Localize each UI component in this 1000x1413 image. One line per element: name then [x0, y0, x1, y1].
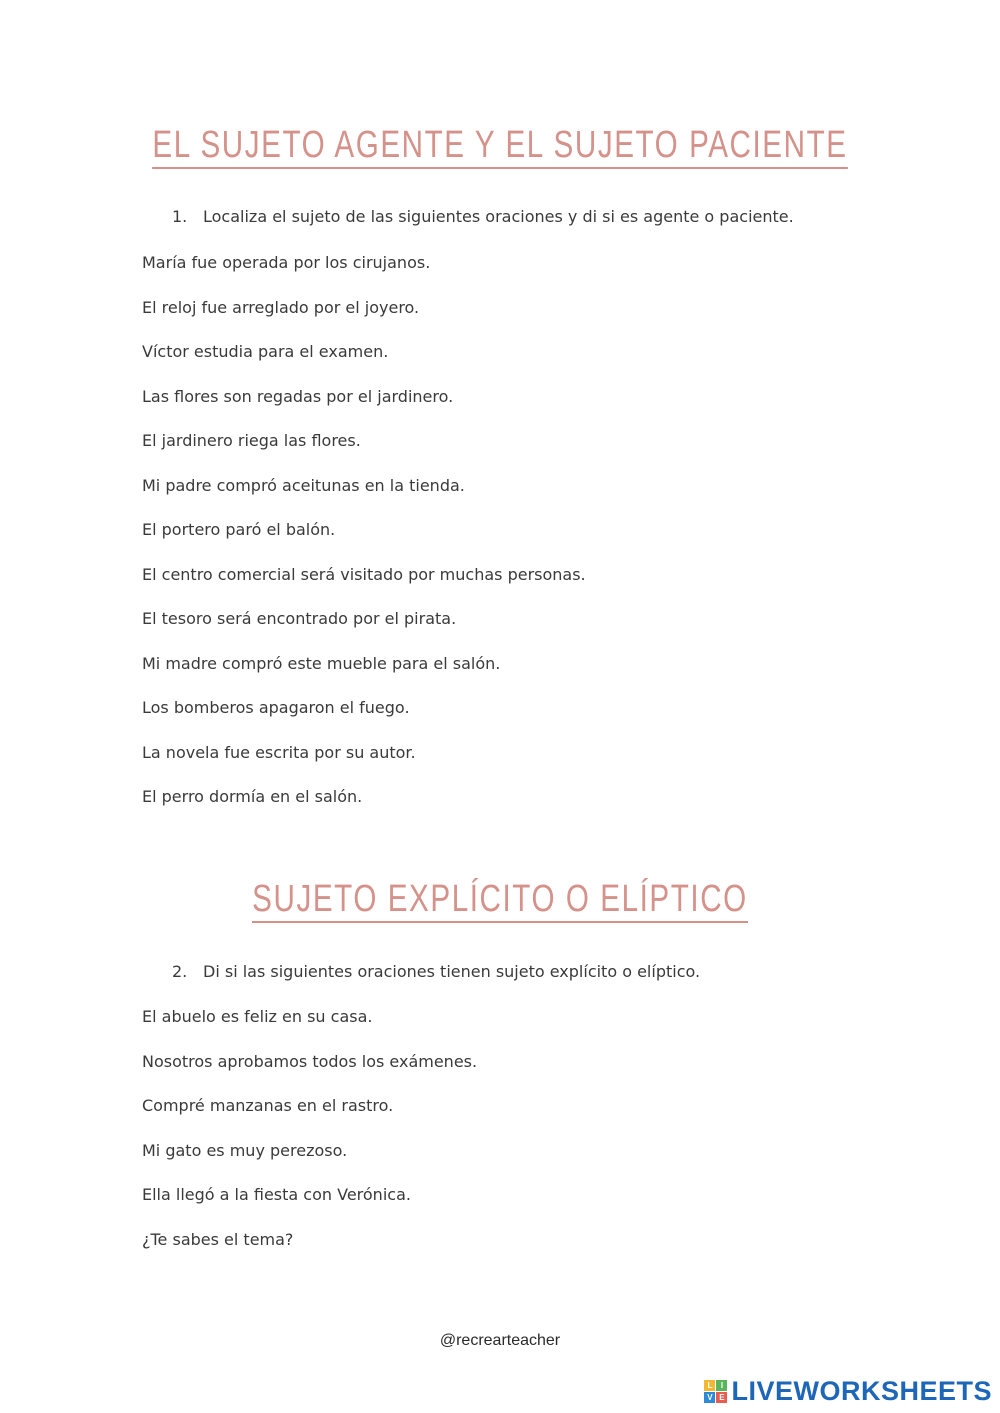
sentence-item: Ella llegó a la fiesta con Verónica.	[142, 1185, 411, 1204]
section-2-title-text: SUJETO EXPLÍCITO O ELÍPTICO	[252, 878, 748, 923]
logo-letter: I	[716, 1380, 727, 1391]
sentence-item: Víctor estudia para el examen.	[142, 342, 389, 361]
author-credit: @recrearteacher	[439, 1332, 561, 1349]
instruction-number: 2.	[172, 962, 188, 981]
instruction-number: 1.	[172, 207, 188, 226]
liveworksheets-brand[interactable]	[704, 1376, 992, 1406]
logo-letter: V	[704, 1392, 715, 1403]
sentence-item: La novela fue escrita por su autor.	[142, 742, 416, 762]
section-1-title-text: EL SUJETO AGENTE Y EL SUJETO PACIENTE	[152, 124, 847, 169]
logo-letter: L	[704, 1380, 715, 1391]
sentence-item: Mi madre compró este mueble para el salón.	[142, 653, 501, 673]
section-2-sentence-list	[142, 1006, 477, 1273]
section-1-instruction	[172, 207, 794, 226]
sentence-item: Compré manzanas en el rastro.	[142, 1096, 394, 1115]
instruction-text: Di si las siguientes oraciones tienen sujeto explícito o elíptico.	[203, 962, 701, 981]
sentence-item: El centro comercial será visitado por muchas personas.	[142, 564, 586, 584]
sentence-item: El perro dormía en el salón.	[142, 787, 363, 806]
sentence-item: ¿Te sabes el tema?	[142, 1229, 294, 1249]
sentence-item: El jardinero riega las flores.	[142, 431, 361, 450]
section-2-instruction	[172, 962, 700, 981]
sentence-item: Nosotros aprobamos todos los exámenes.	[142, 1051, 478, 1071]
sentence-item: El tesoro será encontrado por el pirata.	[142, 609, 457, 628]
sentence-item: El abuelo es feliz en su casa.	[142, 1007, 373, 1026]
liveworksheets-logo-icon	[704, 1380, 727, 1403]
sentence-item: El reloj fue arreglado por el joyero.	[142, 297, 420, 317]
section-2-title	[110, 878, 890, 921]
instruction-text: Localiza el sujeto de las siguientes oraciones y di si es agente o paciente.	[203, 207, 794, 226]
section-1-sentence-list	[142, 252, 586, 831]
sentence-item: Las flores son regadas por el jardinero.	[142, 386, 454, 406]
sentence-item: Los bomberos apagaron el fuego.	[142, 698, 410, 717]
logo-letter: E	[716, 1392, 727, 1403]
sentence-item: Mi gato es muy perezoso.	[142, 1140, 348, 1160]
sentence-item: El portero paró el balón.	[142, 520, 336, 539]
brand-name: LIVEWORKSHEETS	[731, 1376, 992, 1406]
section-1-title	[110, 124, 890, 167]
sentence-item: María fue operada por los cirujanos.	[142, 253, 431, 272]
sentence-item: Mi padre compró aceitunas en la tienda.	[142, 475, 465, 495]
